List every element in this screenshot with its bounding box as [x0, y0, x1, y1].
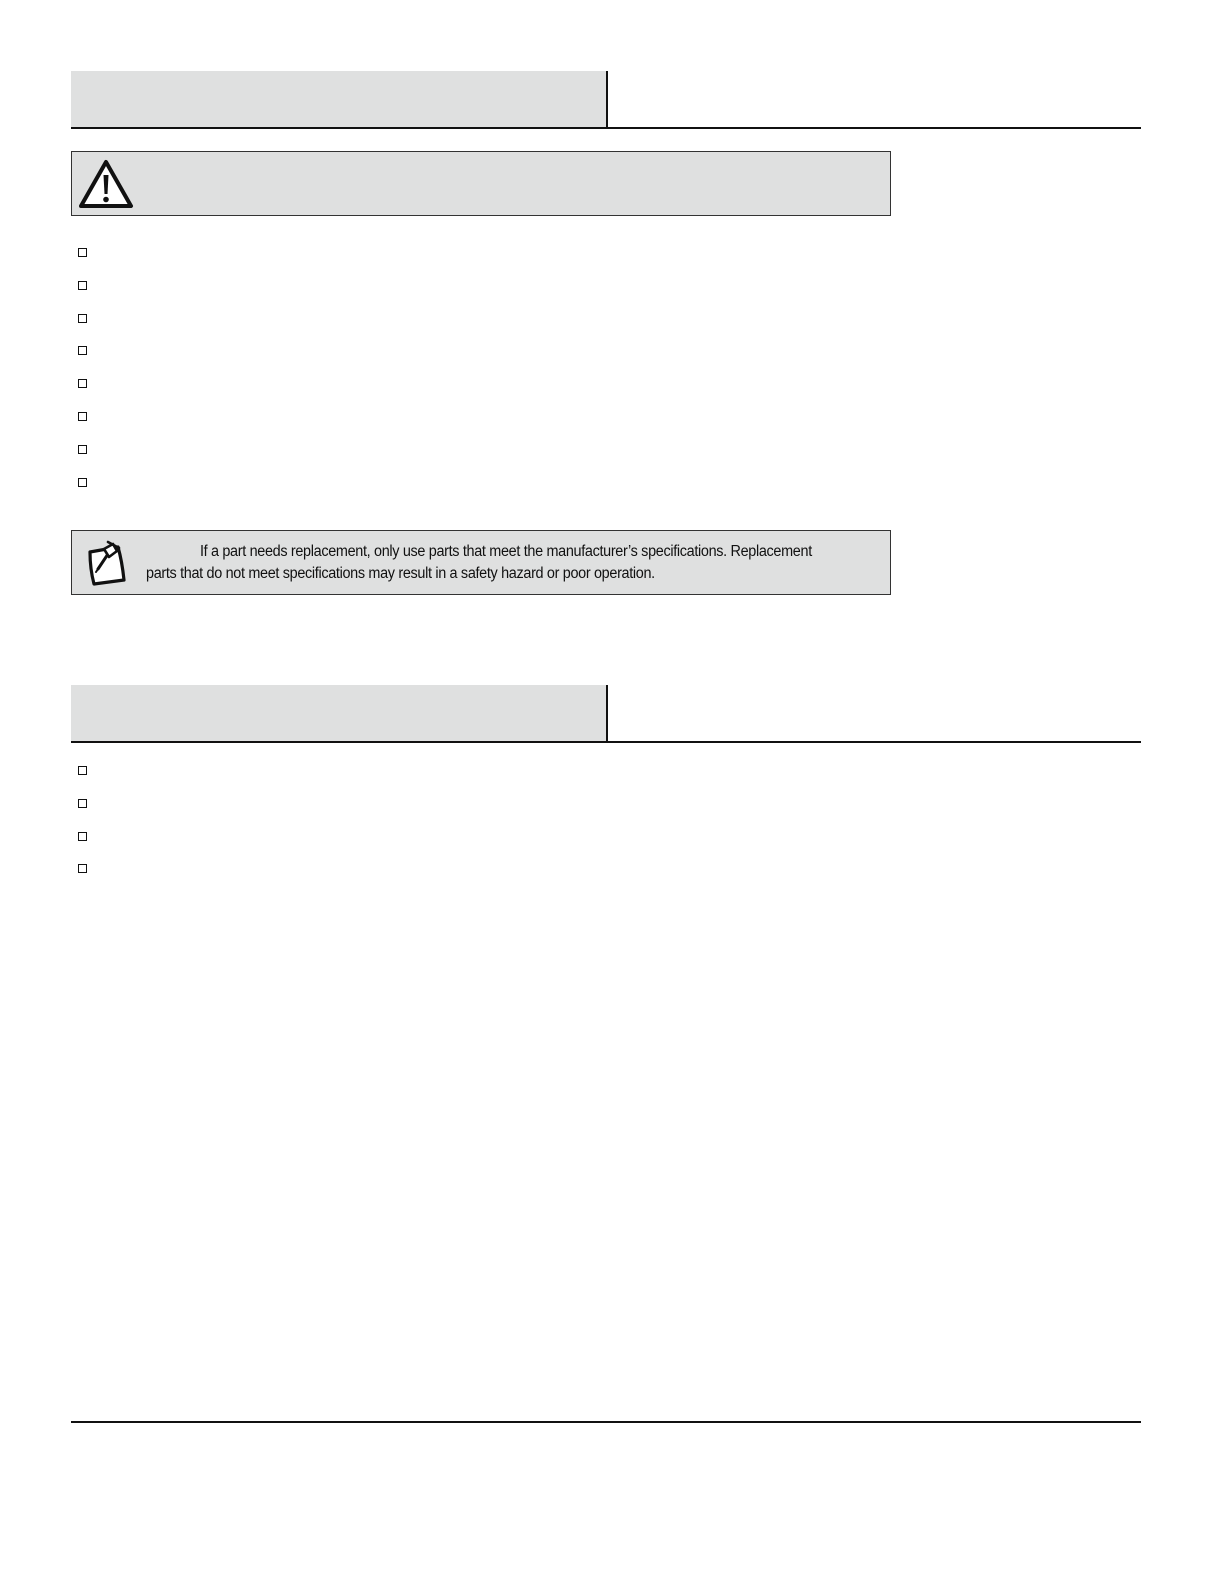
warning-callout — [71, 151, 891, 216]
checkbox-icon[interactable] — [78, 832, 87, 841]
warning-triangle-icon — [78, 158, 134, 210]
section-header-1-block — [71, 71, 607, 127]
checkbox-icon[interactable] — [78, 799, 87, 808]
note-callout — [71, 530, 891, 595]
checkbox-icon[interactable] — [78, 864, 87, 873]
checkbox-icon[interactable] — [78, 248, 87, 257]
checkbox-icon[interactable] — [78, 766, 87, 775]
section-header-1 — [71, 71, 1141, 129]
note-text: If a part needs replacement, only use parts that meet the manufacturer’s specifications. Replacement parts that do not meet specifications may result in a safety hazard or poor operation. — [146, 543, 812, 582]
checkbox-icon[interactable] — [78, 445, 87, 454]
checkbox-icon[interactable] — [78, 314, 87, 323]
checkbox-icon[interactable] — [78, 281, 87, 290]
checkbox-icon[interactable] — [78, 478, 87, 487]
footer-rule — [71, 1421, 1141, 1423]
section-header-1-divider — [606, 71, 608, 127]
section-header-2-rule — [71, 741, 1141, 743]
section-header-1-rule — [71, 127, 1141, 129]
checkbox-icon[interactable] — [78, 412, 87, 421]
section-header-2 — [71, 685, 1141, 743]
note-pin-icon — [84, 539, 128, 587]
checkbox-icon[interactable] — [78, 379, 87, 388]
section-header-2-block — [71, 685, 607, 741]
checkbox-icon[interactable] — [78, 346, 87, 355]
section-header-2-divider — [606, 685, 608, 741]
